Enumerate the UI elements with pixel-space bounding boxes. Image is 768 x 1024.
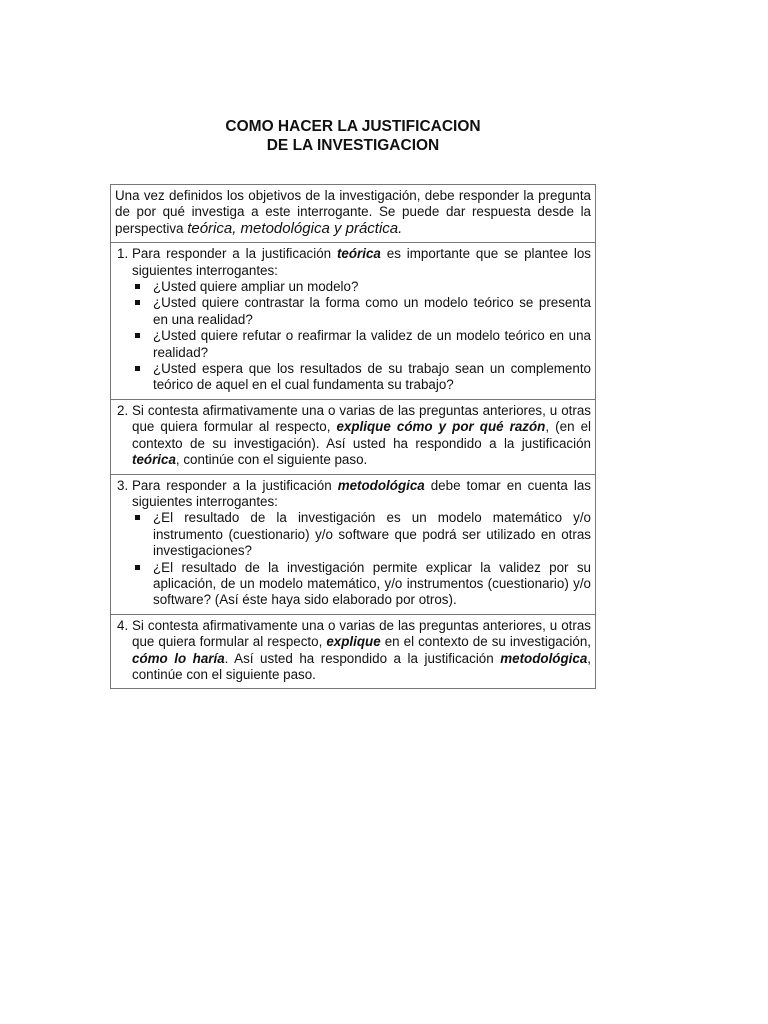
section-2-emphasis-1: explique cómo y por qué razón (336, 419, 546, 435)
section-1-paragraph (115, 246, 591, 279)
section-4-cell (111, 614, 595, 689)
section-1-pre: Para responder a la justificación (132, 246, 337, 262)
bullet-text: ¿Usted quiere refutar o reafirmar la validez de un modelo teórico en una realidad? (153, 328, 591, 360)
section-3-number: 3. (117, 477, 129, 493)
section-2-cell (111, 399, 595, 474)
section-3-pre: Para responder a la justificación (132, 477, 338, 493)
section-4-emphasis-2: cómo lo haría (132, 650, 225, 666)
list-item (135, 560, 591, 609)
title-line-2: DE LA INVESTIGACION (266, 137, 440, 154)
section-2-emphasis-2: teórica (132, 452, 176, 468)
section-4-mid-2: . Así usted ha respondido a la justificación (224, 650, 501, 666)
section-4-emphasis-1: explique (326, 634, 381, 650)
list-item (135, 510, 591, 559)
section-3-cell (111, 474, 595, 614)
section-4-post: , continúe con el siguiente paso. (132, 650, 591, 682)
section-1-post: es importante que se plantee los siguientes interrogantes: (132, 246, 591, 278)
content-table (110, 184, 596, 689)
section-4-mid: en el contexto de su investigación, (380, 634, 592, 650)
document-title (110, 117, 596, 155)
bullet-square-icon (135, 515, 140, 520)
section-3-paragraph (115, 478, 591, 511)
intro-cell (111, 185, 595, 242)
list-item (135, 328, 591, 361)
bullet-text: ¿Usted quiere ampliar un modelo? (153, 279, 359, 295)
section-2-mid: , (en el contexto de su investigación). Así usted ha respondido a la justificación (132, 419, 591, 451)
section-4-pre: Si contesta afirmativamente una o varias de las preguntas anteriores, u otras que quiera formular al respecto, (132, 617, 591, 650)
list-item (135, 361, 591, 394)
section-3-bullet-list (115, 510, 591, 608)
bullet-text: ¿El resultado de la investigación es un modelo matemático y/o instrumento (cuestionario) y/o software que podrá ser utilizado en otras investigaciones? (153, 510, 591, 559)
bullet-square-icon (135, 300, 140, 305)
section-2-number: 2. (117, 402, 129, 418)
bullet-square-icon (135, 565, 140, 570)
bullet-square-icon (135, 333, 140, 338)
section-2-post: , continúe con el siguiente paso. (175, 452, 368, 468)
bullet-square-icon (135, 366, 140, 371)
section-4-emphasis-3: metodológica (500, 650, 588, 666)
section-2-paragraph (115, 403, 591, 469)
section-1-cell (111, 242, 595, 399)
intro-text: Una vez definidos los objetivos de la investigación, debe responder la pregunta de por qué investiga a este interrogante. Se puede dar respuesta desde la perspectiva (115, 188, 591, 236)
bullet-text: ¿El resultado de la investigación permite explicar la validez por su aplicación, de un modelo matemático, y/o instrumentos (cuestionario) y/o software? (Así éste haya sido elaborado por otros). (153, 559, 591, 608)
section-1-bullet-list (115, 279, 591, 394)
title-line-1: COMO HACER LA JUSTIFICACION (225, 118, 481, 135)
section-2-pre: Si contesta afirmativamente una o varias de las preguntas anteriores, u otras que quiera formular al respecto, (132, 402, 591, 435)
section-4-number: 4. (117, 617, 129, 633)
bullet-text: ¿Usted quiere contrastar la forma como un modelo teórico se presenta en una realidad? (153, 295, 591, 327)
section-3-emphasis: metodológica (337, 477, 425, 493)
section-3-post: debe tomar en cuenta las siguientes interrogantes: (132, 477, 591, 509)
bullet-square-icon (135, 284, 140, 289)
section-1-emphasis: teórica (336, 246, 381, 262)
list-item (135, 295, 591, 328)
bullet-text: ¿Usted espera que los resultados de su trabajo sean un complemento teórico de aquel en el cual fundamenta su trabajo? (153, 361, 591, 393)
section-4-paragraph (115, 618, 591, 684)
list-item (135, 279, 591, 295)
section-1-number: 1. (117, 246, 129, 262)
intro-emphasis: teórica, metodológica y práctica. (187, 219, 403, 237)
